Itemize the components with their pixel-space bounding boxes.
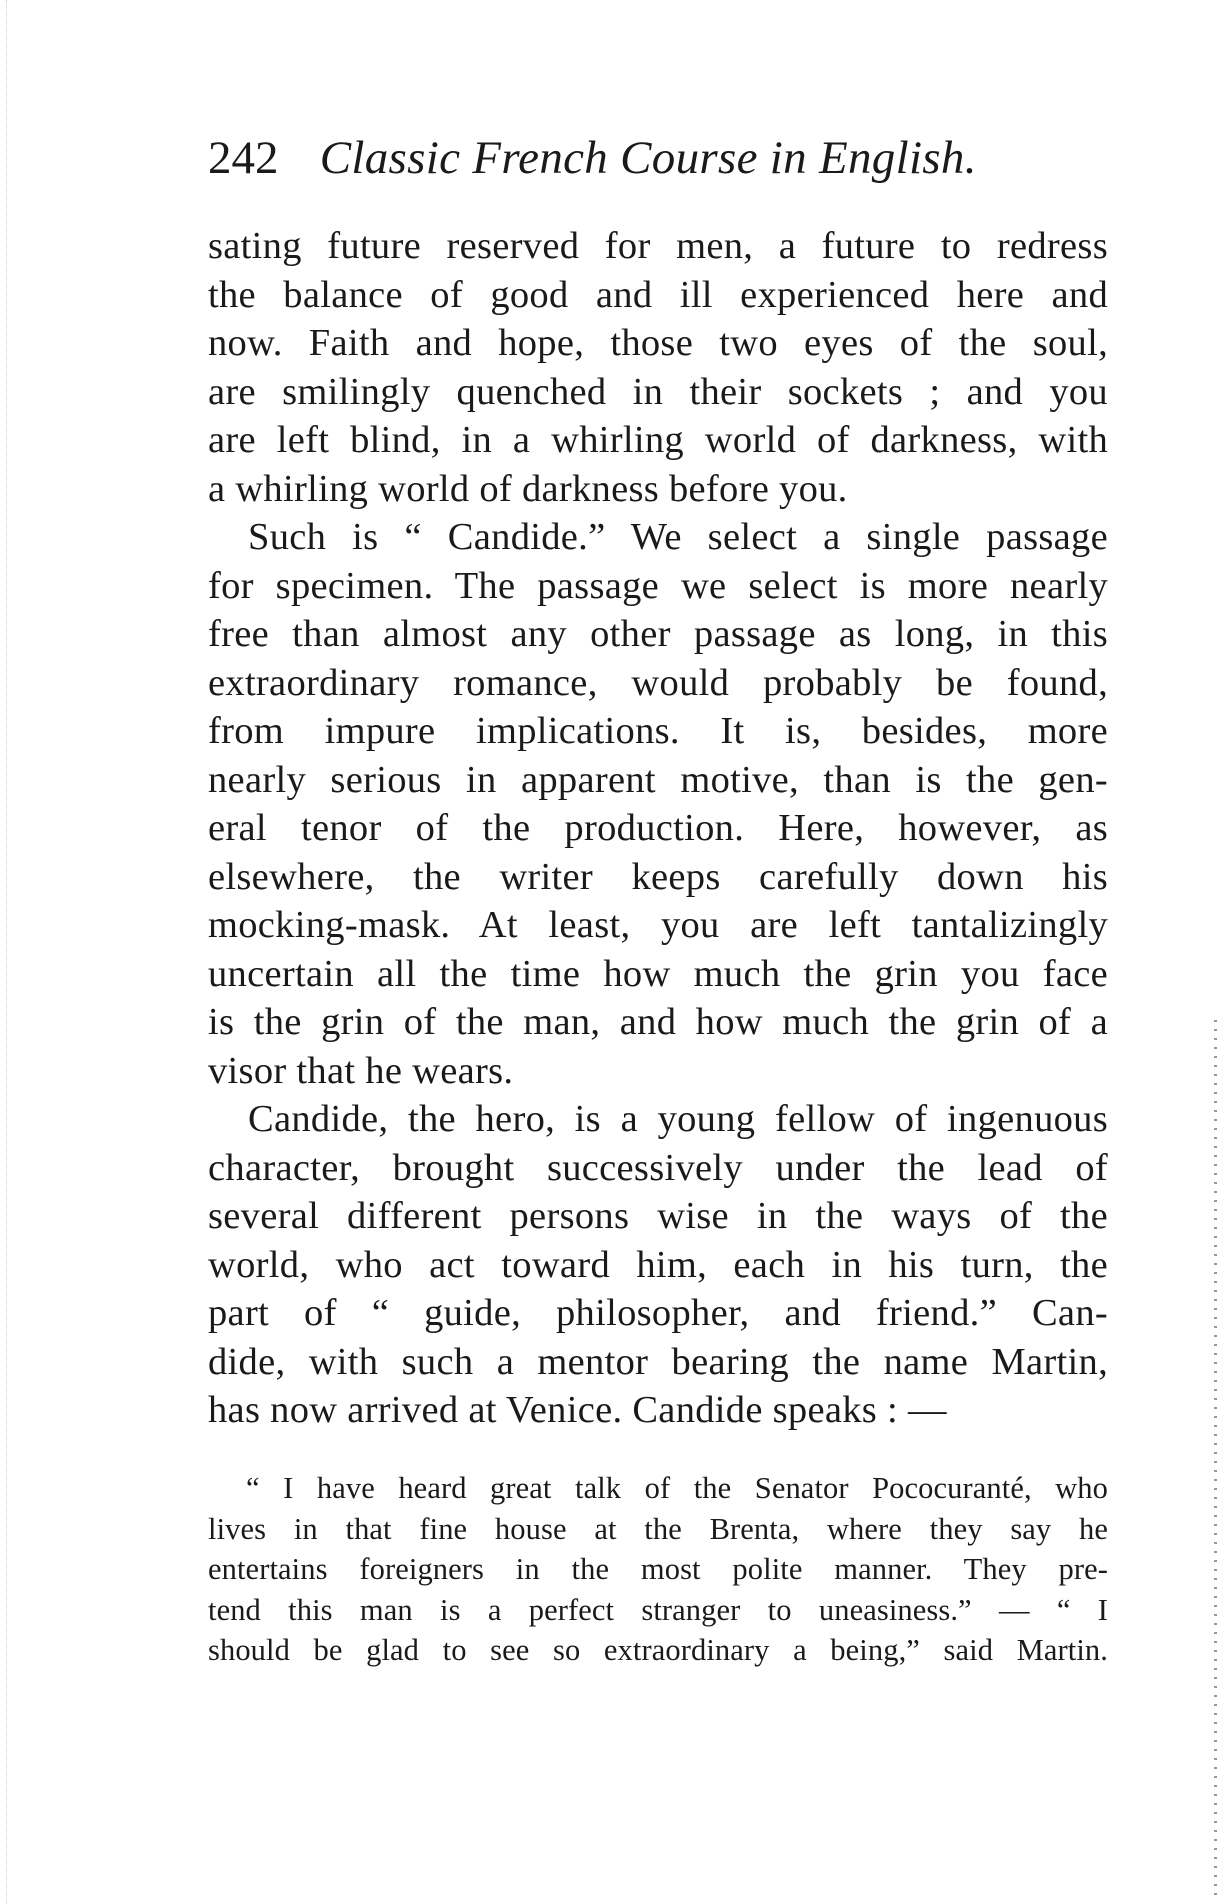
text-line: are smilingly quenched in their sockets ; and you xyxy=(208,370,1108,413)
text-line: uncertain all the time how much the grin you face xyxy=(208,952,1108,995)
block-quote xyxy=(208,1468,1108,1671)
scan-edge-left xyxy=(6,0,7,1904)
text-line: a whirling world of darkness before you. xyxy=(208,467,848,510)
page-header xyxy=(208,128,1108,188)
quote-line: entertains foreigners in the most polite manner. They pre- xyxy=(208,1552,1108,1586)
text-line: eral tenor of the production. Here, however, as xyxy=(208,807,1108,849)
text-line: visor that he wears. xyxy=(208,1049,514,1092)
quote-line: lives in that fine house at the Brenta, where they say he xyxy=(208,1511,1108,1546)
text-line: world, who act toward him, each in his turn, the xyxy=(208,1243,1108,1286)
text-line: extraordinary romance, would probably be found, xyxy=(208,661,1108,704)
text-line: from impure implications. It is, besides, more xyxy=(208,710,1108,752)
text-line: has now arrived at Venice. Candide speaks : — xyxy=(208,1389,947,1431)
text-line: mocking-mask. At least, you are left tantalizingly xyxy=(208,904,1108,946)
text-line: Such is “ Candide.” We select a single passage xyxy=(248,516,1108,558)
running-title: Classic French Course in English. xyxy=(319,132,977,184)
text-line: several different persons wise in the ways of the xyxy=(208,1195,1108,1237)
text-line: dide, with such a mentor bearing the name Martin, xyxy=(208,1340,1108,1383)
text-line: nearly serious in apparent motive, than is the gen- xyxy=(208,758,1108,801)
quote-line: “ I have heard great talk of the Senator Pococuranté, who xyxy=(246,1471,1108,1505)
text-line: for specimen. The passage we select is more nearly xyxy=(208,564,1108,607)
text-line: sating future reserved for men, a future to redress xyxy=(208,225,1108,267)
text-line: is the grin of the man, and how much the grin of a xyxy=(208,1001,1108,1043)
text-line: are left blind, in a whirling world of darkness, with xyxy=(208,419,1108,461)
text-line: Candide, the hero, is a young fellow of ingenuous xyxy=(248,1098,1108,1140)
text-line: now. Faith and hope, those two eyes of the soul, xyxy=(208,322,1108,364)
text-line: part of “ guide, philosopher, and friend.” Can- xyxy=(208,1292,1108,1334)
scan-edge-right xyxy=(1214,1020,1217,1900)
text-line: free than almost any other passage as long, in this xyxy=(208,613,1108,655)
text-line: character, brought successively under the lead of xyxy=(208,1146,1108,1189)
quote-line: should be glad to see so extraordinary a being,” said Martin. xyxy=(208,1633,1108,1667)
page-number: 242 xyxy=(208,132,279,184)
text-line: the balance of good and ill experienced here and xyxy=(208,273,1108,316)
body-text xyxy=(208,222,1108,1435)
quote-line: tend this man is a perfect stranger to uneasiness.” — “ I xyxy=(208,1592,1108,1627)
text-line: elsewhere, the writer keeps carefully down his xyxy=(208,855,1108,898)
